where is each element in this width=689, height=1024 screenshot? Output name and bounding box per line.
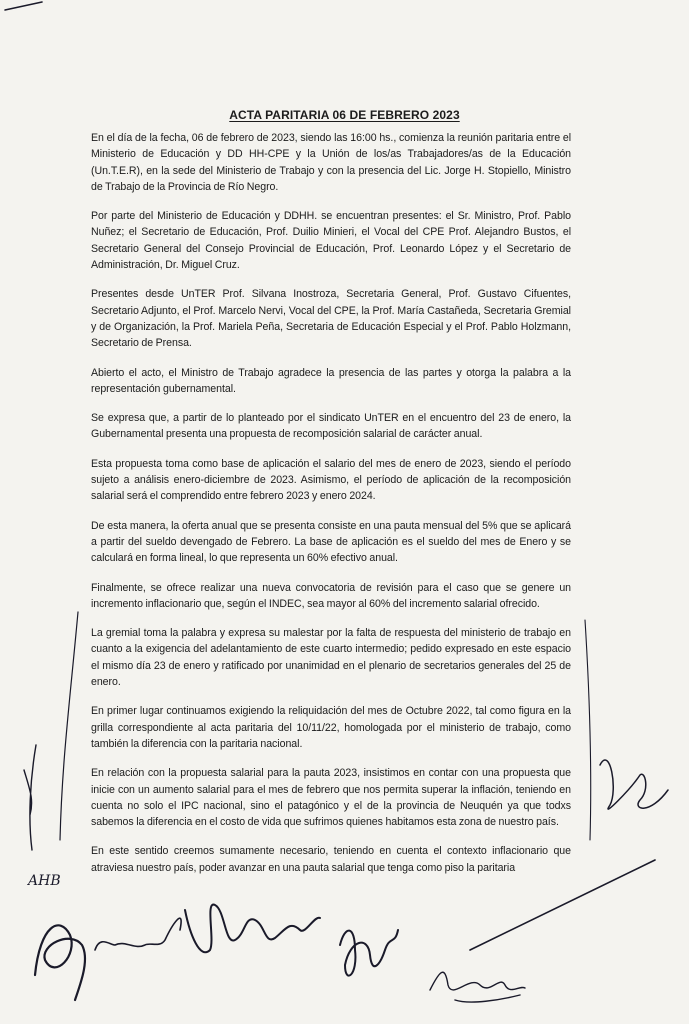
paragraph-reliquidation: En primer lugar continuamos exigiendo la reliquidación del mes de Octubre 2022, tal como figura en la grilla correspondiente al acta paritaria del 10/11/22, homologada por el ministerio de trabajo, como también la diferencia con la paritaria nacional.	[91, 705, 571, 750]
signature-2	[95, 918, 181, 950]
paragraph-inflation-context: En este sentido creemos sumamente necesario, teniendo en cuenta el contexto inflacionario que atraviesa nuestro país, poder avanzar en una pauta salarial que tenga como piso la paritaria	[91, 845, 571, 874]
margin-line-right	[585, 620, 591, 840]
paragraph-annual-offer: De esta manera, la oferta anual que se presenta consiste en una pauta mensual del 5% que se aplicará a partir del sueldo devengado de Febrero. La base de aplicación es el sueldo del mes de Enero y se calculará en forma lineal, lo que representa un 60% efectivo anual.	[91, 519, 571, 565]
margin-initials: AHB	[28, 873, 61, 889]
margin-mark-left	[24, 745, 36, 850]
paragraph-opening: En el día de la fecha, 06 de febrero de 2023, siendo las 16:00 hs., comienza la reunión paritaria entre el Ministerio de Educación y DD HH-CPE y la Unión de los/as Trabajadores/as de la Educación (Un.T.E.R), en la sede del Ministerio de Trabajo y con la presencia del Lic. Jorge H. Stopiello, Ministro de Trabajo de la Provincia de Río Negro.	[91, 132, 571, 193]
paragraph-union-attendees: Presentes desde UnTER Prof. Silvana Inostroza, Secretaria General, Prof. Gustavo Cifuentes, Secretario Adjunto, el Prof. Marcelo Nervi, Vocal del CPE, la Prof. María Castañeda, Secretaria Gremial y de Organización, la Prof. Mariela Peña, Secretaria de Educación Especial y el Prof. Pablo Holzmann, Secretario de Prensa.	[91, 288, 571, 350]
paragraph-ministry-attendees: Por parte del Ministerio de Educación y DDHH. se encuentran presentes: el Sr. Ministro, Prof. Pablo Nuñez; el Secretario de Educación, Prof. Duilio Minieri, el Vocal del CPE Prof. Alejandro Bustos, el Secretario General del Consejo Provincial de Educación, Prof. Leonardo López y el Secretario de Administración, Dr. Miguel Cruz.	[91, 210, 571, 272]
signature-5	[430, 972, 525, 1002]
paragraph-proposal-base: Esta propuesta toma como base de aplicación el salario del mes de enero de 2023, siendo el período sujeto a análisis enero-diciembre de 2023. Asimismo, el período de aplicación de la recomposición salarial será el comprendido entre febrero 2023 y enero 2024.	[91, 457, 571, 503]
signature-1	[35, 925, 85, 1000]
document-title: ACTA PARITARIA 06 DE FEBRERO 2023	[229, 108, 460, 122]
signature-right-margin	[600, 760, 668, 809]
paragraph-salary-proposal: En relación con la propuesta salarial para la pauta 2023, insistimos en contar con una propuesta que inicie con un aumento salarial para el mes de febrero que nos permita superar la inflación, teniendo en cuenta no solo el IPC nacional, sino el patagónico y el de la provincia de Neuquén ya que todxs sabemos la diferencia en el costo de vida que sufrimos quienes habitamos esta zona de nuestro país.	[91, 767, 571, 829]
paragraph-union-response: La gremial toma la palabra y expresa su malestar por la falta de respuesta del ministerio de trabajo en cuanto a la exigencia del adelantamiento de este cuarto intermedio; pedido expresado en este espacio el mismo día 23 de enero y ratificado por unanimidad en el plenario de secretarios generales del 25 de enero.	[91, 627, 571, 689]
paragraph-proposal-intro: Se expresa que, a partir de lo planteado por el sindicato UnTER en el encuentro del 23 de enero, la Gubernamental presenta una propuesta de recomposición salarial de carácter anual.	[91, 412, 571, 441]
signature-3	[185, 905, 320, 953]
corner-pen-mark	[5, 2, 42, 10]
document-body	[91, 130, 571, 889]
margin-line-left	[60, 612, 78, 840]
signature-4	[340, 930, 398, 976]
paragraph-revision: Finalmente, se ofrece realizar una nueva convocatoria de revisión para el caso que se genere un incremento inflacionario que, según el INDEC, sea mayor al 60% del incremento salarial ofrecido.	[91, 581, 571, 610]
paragraph-opening-act: Abierto el acto, el Ministro de Trabajo agradece la presencia de las partes y otorga la palabra a la representación gubernamental.	[91, 366, 571, 395]
